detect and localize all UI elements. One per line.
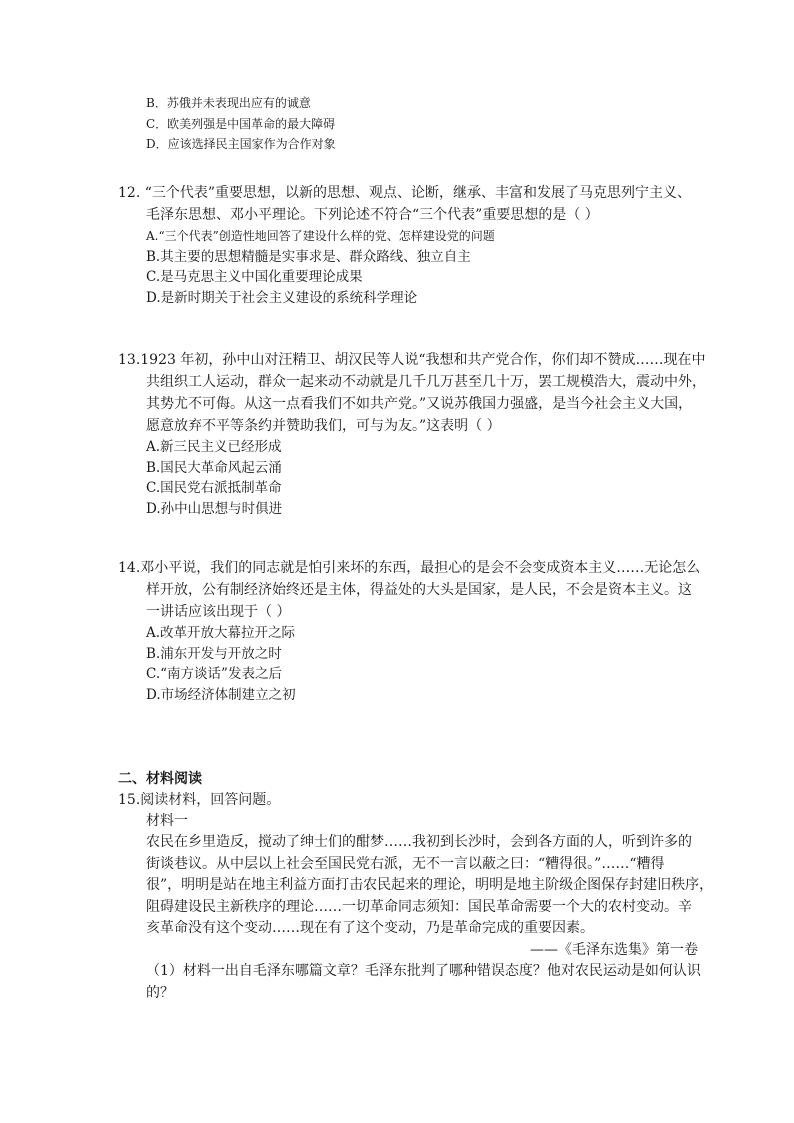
q12-stem xyxy=(118,182,698,226)
q13-stem xyxy=(118,349,706,437)
section-heading: 二、材料阅读 xyxy=(118,771,202,787)
q14-stem-line: 14.邓小平说，我们的同志就是怕引来坏的东西，最担心的是会不会变成资本主义……无论怎么 xyxy=(118,560,701,576)
q14-option-a: A.改革开放大幕拉开之际 xyxy=(146,625,296,641)
q13-stem-line: 共组织工人运动，群众一起来动不动就是几千几万甚至几十万，罢工规模浩大，震动中外， xyxy=(146,374,706,390)
q13-option-c: C.国民党右派抵制革命 xyxy=(146,480,282,496)
q14-stem-line: 一讲话应该出现于（ ） xyxy=(146,604,291,620)
q14-option-b: B.浦东开发与开放之时 xyxy=(146,645,282,662)
q11-options xyxy=(118,93,698,155)
q11-option-b: B．苏俄并未表现出应有的诚意 xyxy=(146,96,311,110)
material-line: 亥革命没有这个变动……现在有了这个变动，乃是革命完成的重要因素。 xyxy=(146,920,594,936)
q12-option-b: B.其主要的思想精髓是实事求是、群众路线、独立自主 xyxy=(146,248,471,265)
q14-option-c: C.“南方谈话”发表之后 xyxy=(146,666,282,682)
q11-option-c: C．欧美列强是中国革命的最大障碍 xyxy=(146,116,336,131)
question-12 xyxy=(118,182,698,308)
q11-option-d: D．应该选择民主国家作为合作对象 xyxy=(146,137,336,151)
material-line: 很”，明明是站在地主利益方面打击农民起来的理论，明明是地主阶级企图保存封建旧秩序， xyxy=(146,877,714,893)
material-line: 街谈巷议。从中层以上社会至国民党右派，无不一言以蔽之曰：“糟得很。”……“糟得 xyxy=(146,855,665,872)
q12-option-c: C.是马克思主义中国化重要理论成果 xyxy=(146,269,363,285)
material-line: 阻碍建设民主新秩序的理论……一切革命同志须知：国民革命需要一个大的农村变动。辛 xyxy=(146,898,692,915)
q13-stem-line: 愿意放弃不平等条约并赞助我们，可与为友。”这表明（ ） xyxy=(146,418,501,434)
material-source: ——《毛泽东选集》第一卷 xyxy=(530,941,698,958)
q15-subquestion-1-cont: 的？ xyxy=(146,984,174,1001)
q13-option-d: D.孙中山思想与时俱进 xyxy=(146,500,283,517)
q14-stem xyxy=(118,557,701,623)
q15-subquestion-1: （1）材料一出自毛泽东哪篇文章？毛泽东批判了哪种错误态度？他对农民运动是如何认识 xyxy=(146,963,701,979)
q14-stem-line: 样开放，公有制经济始终还是主体，得益处的大头是国家，是人民，不会是资本主义。这 xyxy=(146,582,692,598)
q13-stem-line: 其势尤不可侮。从这一点看我们不如共产党。”又说苏俄国力强盛，是当今社会主义大国， xyxy=(146,396,693,412)
q13-option-a: A.新三民主义已经形成 xyxy=(146,439,282,455)
q12-option-a: A.“三个代表”创造性地回答了建设什么样的党、怎样建设党的问题 xyxy=(146,229,495,243)
q12-stem-line: 毛泽东思想、邓小平理论。下列论述不符合“三个代表”重要思想的是（ ） xyxy=(146,207,599,223)
q12-option-d: D.是新时期关于社会主义建设的系统科学理论 xyxy=(146,289,418,306)
q14-option-d: D.市场经济体制建立之初 xyxy=(146,686,296,703)
q12-stem-line: 12. “三个代表”重要思想，以新的思想、观点、论断，继承、丰富和发展了马克思列宁主义、 xyxy=(118,185,692,201)
question-13 xyxy=(118,349,706,519)
q15-intro: 15.阅读材料，回答问题。 xyxy=(118,792,281,808)
q13-stem-line: 13.1923 年初，孙中山对汪精卫、胡汉民等人说“我想和共产党合作，你们却不赞成……现在中 xyxy=(118,352,706,368)
material-label: 材料一 xyxy=(146,812,188,829)
question-14 xyxy=(118,557,701,705)
q13-option-b: B.国民大革命风起云涌 xyxy=(146,459,282,476)
material-line: 农民在乡里造反，搅动了绅士们的酣梦……我初到长沙时，会到各方面的人，听到许多的 xyxy=(146,834,692,850)
section-material-reading xyxy=(118,768,714,1004)
